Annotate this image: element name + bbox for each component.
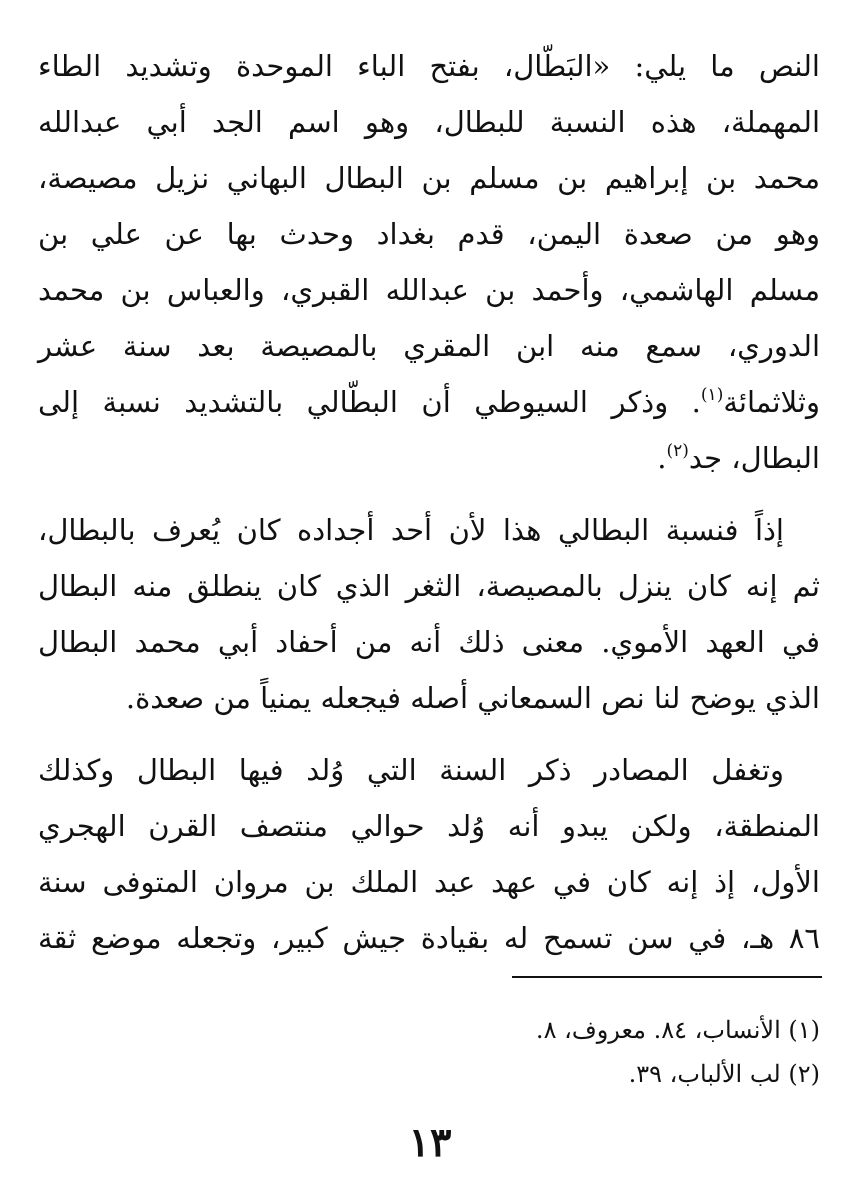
text-segment: . وذكر السيوطي أن البطّالي بالتشديد نسبة إلى: [38, 385, 701, 419]
text-line: النص ما يلي: «البَطّال، بفتح الباء الموحدة وتشديد الطاء: [38, 49, 820, 83]
text-line: في العهد الأموي. معنى ذلك أنه من أحفاد أبي محمد البطال: [38, 625, 820, 659]
text-line: المنطقة، ولكن يبدو أنه وُلد حوالي منتصف القرن الهجري: [38, 809, 820, 843]
paragraph-gap: [38, 726, 820, 742]
text-line: مسلم الهاشمي، وأحمد بن عبدالله القبري، والعباس بن محمد: [38, 273, 820, 307]
footnotes: [40, 1008, 820, 1096]
text-line: [38, 374, 820, 430]
paragraph-gap: [38, 486, 820, 502]
footnote-reference: (٢): [666, 441, 689, 461]
text-segment: وثلاثمائة: [723, 385, 820, 419]
text-line: المهملة، هذه النسبة للبطال، وهو اسم الجد أبي عبدالله: [38, 105, 820, 139]
text-line: وتغفل المصادر ذكر السنة التي وُلد فيها البطال وكذلك: [38, 753, 784, 787]
text-segment: البطال، جد: [688, 441, 820, 475]
footnote-2: (٢) لب الألباب، ٣٩.: [628, 1060, 820, 1088]
text-line: ٨٦ هـ، في سن تسمح له بقيادة جيش كبير، وتجعله موضع ثقة: [38, 921, 820, 955]
text-line: وهو من صعدة اليمن، قدم بغداد وحدث بها عن علي بن: [38, 217, 820, 251]
body-text: [38, 38, 820, 966]
footnote-1: (١) الأنساب، ٨٤. معروف، ٨.: [535, 1016, 820, 1044]
text-segment: .: [657, 441, 667, 475]
text-line: محمد بن إبراهيم بن مسلم بن البطال البهاني نزيل مصيصة،: [38, 161, 820, 195]
text-line: الذي يوضح لنا نص السمعاني أصله فيجعله يمنياً من صعدة.: [125, 681, 820, 715]
text-line: ثم إنه كان ينزل بالمصيصة، الثغر الذي كان ينطلق منه البطال: [38, 569, 820, 603]
page-number: ١٣: [408, 1119, 452, 1166]
text-line: [38, 430, 820, 486]
text-line: الأول، إذ إنه كان في عهد عبد الملك بن مروان المتوفى سنة: [38, 865, 820, 899]
footnote-reference: (١): [700, 385, 724, 405]
paragraph-2: [38, 502, 820, 726]
paragraph-1: [38, 38, 820, 486]
text-line: الدوري، سمع منه ابن المقري بالمصيصة بعد سنة عشر: [38, 329, 820, 363]
paragraph-3: [38, 742, 820, 966]
text-line: إذاً فنسبة البطالي هذا لأن أحد أجداده كان يُعرف بالبطال،: [38, 513, 784, 547]
footnote-separator: [512, 976, 822, 978]
